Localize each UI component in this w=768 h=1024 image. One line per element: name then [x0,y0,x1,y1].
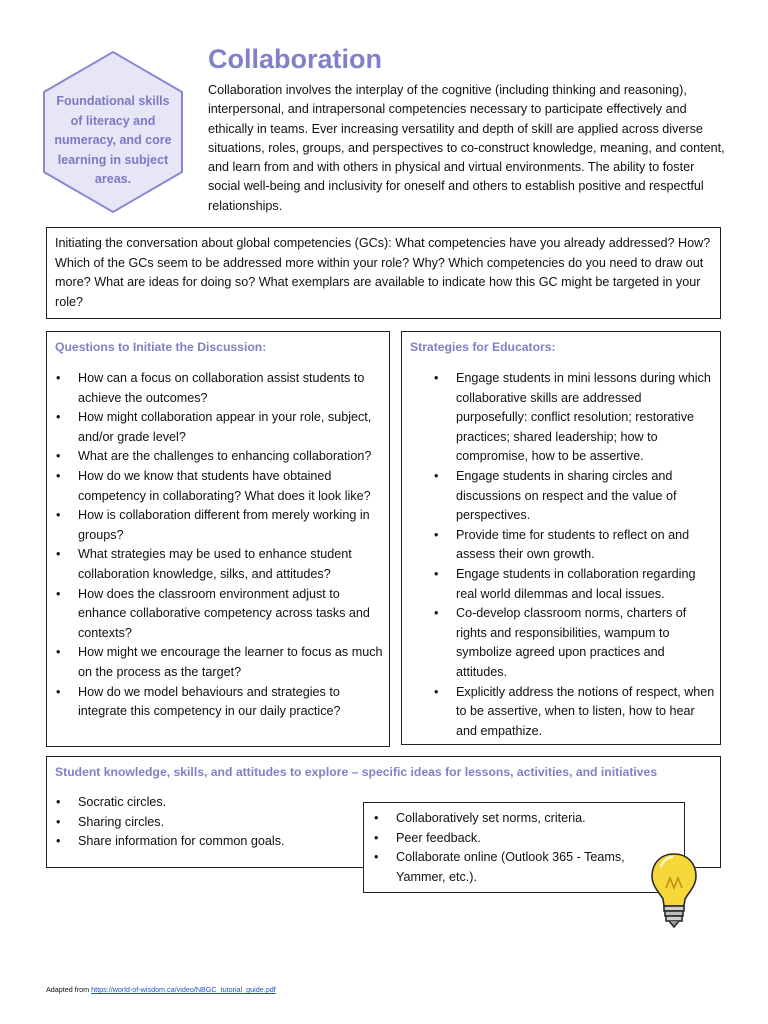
list-item: • Co-develop classroom norms, charters of rights and responsibilities, wampum to symbolize agreed upon practices and attitudes. [456,604,716,682]
list-item: • Collaborate online (Outlook 365 - Teams, Yammer, etc.). [396,848,676,887]
questions-list [78,369,383,722]
list-item: • How do we know that students have obtained competency in collaborating? What does it look like? [78,467,383,506]
list-item: • Share information for common goals. [78,832,378,852]
list-item: • Sharing circles. [78,813,378,833]
ksa-inner-box [363,802,685,893]
ksa-list-right [396,809,676,887]
list-item: • Provide time for students to reflect on and assess their own growth. [456,526,716,565]
ksa-heading: Student knowledge, skills, and attitudes to explore – specific ideas for lessons, activities, and initiatives [55,765,658,779]
list-item: • How is collaboration different from merely working in groups? [78,506,383,545]
questions-box [46,331,390,747]
list-item: • How do we model behaviours and strategies to integrate this competency in our daily practice? [78,683,383,722]
lightbulb-icon [648,850,700,930]
footer [46,985,276,994]
list-item: • How might we encourage the learner to focus as much on the process as the target? [78,643,383,682]
page-title: Collaboration [208,44,382,74]
list-item: • Engage students in collaboration regarding real world dilemmas and local issues. [456,565,716,604]
ksa-list-left [78,793,378,852]
strategies-heading: Strategies for Educators: [410,340,556,354]
list-item: • How can a focus on collaboration assist students to achieve the outcomes? [78,369,383,408]
list-item: • How might collaboration appear in your role, subject, and/or grade level? [78,408,383,447]
strategies-box [401,331,721,745]
list-item: • What are the challenges to enhancing collaboration? [78,447,383,467]
list-item: • Engage students in mini lessons during which collaborative skills are addressed purposefully: conflict resolution; restorative practices; shared leadership; how to compromise, how to be assertive. [456,369,716,467]
footer-link[interactable]: https://world-of-wisdom.ca/video/NBGC_tutorial_guide.pdf [91,985,276,994]
intro-paragraph: Collaboration involves the interplay of the cognitive (including thinking and reasoning), interpersonal, and intrapersonal competencies necessary to participate effectively and ethically in teams. Ever increasing versatility and depth of skill are applied across diverse situations, roles, groups, and perspectives to co-construct knowledge, meaning, and content, and learn from and with others in physical and virtual environments. The ability to foster social well-being and inclusivity for oneself and others to establish positive and respectful relationships. [208,83,725,213]
footer-prefix: Adapted from [46,985,92,994]
list-item: • Engage students in sharing circles and discussions on respect and the value of perspectives. [456,467,716,526]
list-item: • What strategies may be used to enhance student collaboration knowledge, silks, and attitudes? [78,545,383,584]
questions-heading: Questions to Initiate the Discussion: [55,340,267,354]
list-item: • Collaboratively set norms, criteria. [396,809,676,829]
prompt-box [46,227,721,319]
list-item: • Peer feedback. [396,829,676,849]
strategies-list [456,369,716,741]
list-item: • Socratic circles. [78,793,378,813]
hexagon-badge-text: Foundational skills of literacy and numeracy, and core learning in subject areas. [54,94,172,186]
list-item: • Explicitly address the notions of respect, when to be assertive, when to listen, how to hear and empathize. [456,683,716,742]
list-item: • How does the classroom environment adjust to enhance collaborative competency across tasks and contexts? [78,585,383,644]
prompt-text: Initiating the conversation about global competencies (GCs): What competencies have you already addressed? How? Which of the GCs seem to be addressed more within your role? Why? Which competencies do you need to draw out more? What are ideas for doing so? What exemplars are available to indicate how this GC might be targeted in your role? [55,236,711,309]
